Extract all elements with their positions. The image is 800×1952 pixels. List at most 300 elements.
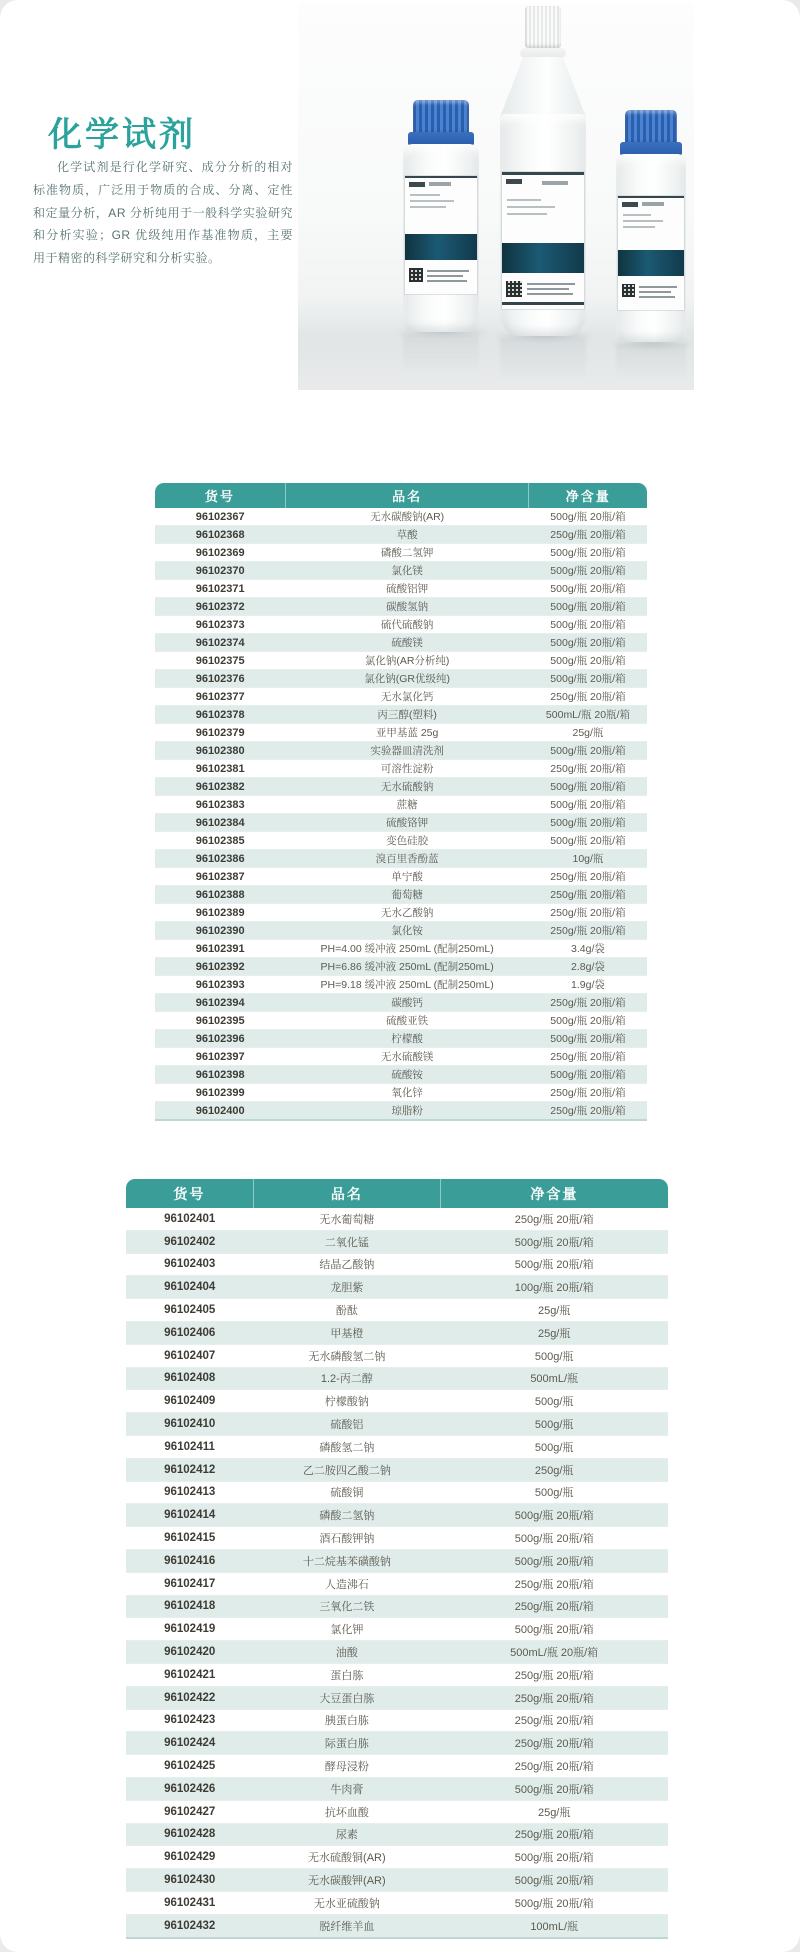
item-netcontent: 500g/瓶 20瓶/箱	[514, 1624, 594, 1637]
item-name: 琼脂粉	[391, 1105, 423, 1117]
column-header-code: 货号	[126, 1179, 253, 1208]
label-dark-panel	[618, 250, 684, 276]
item-netcontent: 250g/瓶 20瓶/箱	[550, 997, 626, 1009]
item-code: 96102401	[164, 1212, 216, 1225]
item-name: PH=9.18 缓冲液 250mL (配制250mL)	[320, 979, 494, 991]
item-netcontent: 3.4g/袋	[571, 943, 605, 955]
item-name: 草酸	[396, 529, 418, 541]
item-netcontent: 250g/瓶 20瓶/箱	[550, 1087, 626, 1099]
table-row	[155, 994, 647, 1012]
item-netcontent: 500g/瓶 20瓶/箱	[514, 1852, 594, 1865]
item-name: 硫酸铵	[391, 1069, 423, 1081]
item-code: 96102382	[195, 780, 245, 793]
item-netcontent: 500g/瓶 20瓶/箱	[514, 1533, 594, 1546]
column-header-netcontent: 净含量	[529, 483, 647, 508]
item-code: 96102383	[195, 798, 245, 811]
item-netcontent: 500g/瓶 20瓶/箱	[514, 1236, 594, 1249]
item-code: 96102422	[164, 1691, 216, 1704]
item-netcontent: 500g/瓶 20瓶/箱	[550, 799, 626, 811]
item-code: 96102399	[195, 1086, 245, 1099]
column-header-name: 品名	[285, 483, 529, 508]
item-netcontent: 250g/瓶 20瓶/箱	[514, 1669, 594, 1682]
item-name: 磷酸二氢钾	[380, 547, 434, 559]
item-code: 96102425	[164, 1760, 216, 1773]
item-code: 96102413	[164, 1486, 216, 1499]
item-netcontent: 500g/瓶 20瓶/箱	[514, 1555, 594, 1568]
item-code: 96102428	[164, 1828, 216, 1841]
item-netcontent: 500g/瓶 20瓶/箱	[514, 1259, 594, 1272]
table-header-row	[126, 1179, 668, 1208]
item-code: 96102367	[195, 510, 245, 523]
bottle-reflection	[403, 334, 479, 378]
item-name: 蔗糖	[396, 799, 418, 811]
item-code: 96102378	[195, 708, 245, 721]
table-row	[126, 1367, 668, 1390]
item-netcontent: 500g/瓶	[534, 1487, 574, 1500]
item-netcontent: 500g/瓶 20瓶/箱	[514, 1897, 594, 1910]
table-row	[126, 1891, 668, 1914]
item-code: 96102403	[164, 1258, 216, 1271]
qr-code	[506, 281, 522, 297]
table-row	[126, 1458, 668, 1481]
item-netcontent: 250g/瓶 20瓶/箱	[514, 1761, 594, 1774]
item-code: 96102371	[195, 582, 245, 595]
column-header-code: 货号	[155, 483, 285, 508]
label-address-line	[427, 280, 467, 282]
item-code: 96102431	[164, 1896, 216, 1909]
item-code: 96102416	[164, 1554, 216, 1567]
table-row	[126, 1663, 668, 1686]
reagent-bottle-right-label	[618, 196, 684, 310]
qr-code	[622, 284, 635, 297]
item-netcontent: 250g/瓶 20瓶/箱	[550, 1105, 626, 1117]
product-photo	[298, 4, 694, 390]
table-row	[126, 1595, 668, 1618]
item-name: 氧化锌	[391, 1087, 423, 1099]
item-name: 结晶乙酸钠	[319, 1259, 375, 1272]
item-name: 人造沸石	[324, 1578, 369, 1591]
item-name: 酚酞	[335, 1305, 358, 1318]
item-name: 酒石酸钾钠	[319, 1533, 375, 1546]
table-row	[155, 796, 647, 814]
item-code: 96102381	[195, 762, 245, 775]
item-netcontent: 250g/瓶 20瓶/箱	[550, 1051, 626, 1063]
item-name: 硫酸铜	[330, 1487, 364, 1500]
table-row	[126, 1481, 668, 1504]
bottle-reflection	[616, 344, 686, 384]
table-row	[126, 1504, 668, 1527]
item-code: 96102395	[195, 1014, 245, 1027]
table-row	[126, 1413, 668, 1436]
table-row	[126, 1549, 668, 1572]
item-netcontent: 250g/瓶 20瓶/箱	[550, 871, 626, 883]
item-name: 硫酸铬钾	[386, 817, 429, 829]
reagent-bottle-middle-cap	[525, 6, 561, 48]
table-row	[126, 1709, 668, 1732]
item-netcontent: 25g/瓶	[537, 1327, 571, 1340]
table-row	[155, 544, 647, 562]
item-code: 96102426	[164, 1782, 216, 1795]
item-netcontent: 25g/瓶	[537, 1806, 571, 1819]
label-address-line	[639, 286, 677, 288]
item-name: 脱纤维羊血	[319, 1920, 375, 1933]
item-netcontent: 25g/瓶	[572, 727, 604, 739]
item-netcontent: 500g/瓶 20瓶/箱	[550, 619, 626, 631]
item-name: 氯化钠(AR分析纯)	[364, 655, 450, 667]
item-code: 96102397	[195, 1050, 245, 1063]
item-name: 碳酸钙	[391, 997, 423, 1009]
item-netcontent: 250g/瓶 20瓶/箱	[550, 529, 626, 541]
label-dark-panel	[502, 243, 584, 273]
item-netcontent: 250g/瓶 20瓶/箱	[550, 763, 626, 775]
reagent-bottle-left-label	[405, 176, 477, 294]
item-name: 柠檬酸钠	[324, 1396, 369, 1409]
item-code: 96102402	[164, 1235, 216, 1248]
table-row	[126, 1390, 668, 1413]
item-netcontent: 500g/瓶 20瓶/箱	[550, 781, 626, 793]
label-address-line	[639, 296, 675, 298]
table-row	[155, 904, 647, 922]
item-code: 96102385	[195, 834, 245, 847]
table-row	[126, 1686, 668, 1709]
item-netcontent: 500g/瓶 20瓶/箱	[550, 745, 626, 757]
item-code: 96102372	[195, 600, 245, 613]
item-code: 96102405	[164, 1304, 216, 1317]
label-text-line	[410, 200, 454, 202]
table-row	[155, 562, 647, 580]
item-name: 无水碳酸钾(AR)	[308, 1875, 386, 1887]
item-name: 硫代硫酸钠	[380, 619, 434, 631]
item-netcontent: 500g/瓶	[534, 1350, 574, 1363]
item-netcontent: 250g/瓶 20瓶/箱	[550, 907, 626, 919]
item-netcontent: 500g/瓶 20瓶/箱	[550, 583, 626, 595]
item-name: 氯化镁	[391, 565, 423, 577]
item-name: 溴百里香酚蓝	[375, 853, 439, 865]
item-name: 葡萄糖	[391, 889, 423, 901]
label-text-line	[410, 206, 446, 208]
item-code: 96102369	[195, 546, 245, 559]
item-code: 96102420	[164, 1646, 216, 1659]
item-netcontent: 500g/瓶 20瓶/箱	[514, 1783, 594, 1796]
item-netcontent: 500g/瓶	[534, 1396, 574, 1409]
label-bottom-band	[502, 302, 584, 305]
table-row	[155, 1102, 647, 1121]
item-netcontent: 250g/瓶 20瓶/箱	[514, 1829, 594, 1842]
item-code: 96102430	[164, 1874, 216, 1886]
item-netcontent: 500g/瓶 20瓶/箱	[550, 601, 626, 613]
item-code: 96102390	[195, 924, 245, 937]
column-header-netcontent: 净含量	[440, 1179, 668, 1208]
item-name: 乙二胺四乙酸二钠	[302, 1464, 391, 1477]
item-name: 龙胆紫	[330, 1282, 364, 1295]
item-name: 甲基橙	[330, 1327, 364, 1340]
item-netcontent: 500g/瓶 20瓶/箱	[514, 1875, 594, 1887]
item-code: 96102415	[164, 1532, 216, 1545]
item-code: 96102414	[164, 1509, 216, 1522]
item-netcontent: 500mL/瓶 20瓶/箱	[545, 709, 630, 721]
item-netcontent: 500g/瓶 20瓶/箱	[550, 1069, 626, 1081]
reagent-bottle-middle-shoulder	[500, 57, 586, 117]
item-netcontent: 250g/瓶 20瓶/箱	[514, 1601, 594, 1614]
label-brand-text	[542, 181, 568, 185]
label-brand-text	[642, 202, 664, 206]
item-code: 96102429	[164, 1851, 216, 1864]
table-row	[126, 1527, 668, 1550]
item-name: 无水乙酸钠	[380, 907, 434, 919]
item-code: 96102389	[195, 906, 245, 919]
label-text-line	[507, 199, 541, 201]
item-code: 96102380	[195, 744, 245, 757]
label-address-line	[639, 291, 671, 293]
item-netcontent: 500g/瓶 20瓶/箱	[550, 637, 626, 649]
table-row	[155, 814, 647, 832]
item-name: 酵母浸粉	[324, 1761, 369, 1774]
item-name: 氯化钾	[330, 1624, 364, 1637]
item-netcontent: 100g/瓶 20瓶/箱	[514, 1282, 594, 1295]
table-row	[126, 1208, 668, 1230]
item-code: 96102368	[195, 528, 245, 541]
item-code: 96102392	[195, 960, 245, 973]
label-text-line	[507, 206, 555, 208]
item-code: 96102384	[195, 816, 245, 829]
item-netcontent: 500g/瓶 20瓶/箱	[550, 1033, 626, 1045]
item-name: 际蛋白胨	[324, 1738, 369, 1751]
item-name: PH=4.00 缓冲液 250mL (配制250mL)	[320, 943, 494, 955]
table-row	[155, 1048, 647, 1066]
item-code: 96102391	[195, 942, 245, 955]
table-row	[155, 1030, 647, 1048]
table-row	[155, 760, 647, 778]
item-code: 96102423	[164, 1714, 216, 1727]
table-row	[155, 832, 647, 850]
table-row	[126, 1344, 668, 1367]
item-name: 无水亚硫酸钠	[313, 1897, 380, 1910]
item-name: 可溶性淀粉	[380, 763, 434, 775]
item-name: 变色硅胶	[386, 835, 429, 847]
item-code: 96102412	[164, 1463, 216, 1476]
table-row	[155, 580, 647, 598]
item-name: 尿素	[335, 1829, 358, 1842]
page-title: 化学试剂	[48, 115, 196, 154]
table-row	[126, 1618, 668, 1641]
table-row	[155, 922, 647, 940]
item-name: 无水葡萄糖	[319, 1213, 375, 1226]
item-netcontent: 250g/瓶 20瓶/箱	[514, 1692, 594, 1705]
reagent-bottle-left-cap	[413, 100, 469, 136]
table-row	[155, 526, 647, 544]
item-code: 96102374	[195, 636, 245, 649]
item-name: 硫酸亚铁	[386, 1015, 429, 1027]
table-row	[126, 1800, 668, 1823]
item-netcontent: 500g/瓶 20瓶/箱	[550, 565, 626, 577]
label-text-line	[623, 220, 663, 222]
label-dark-panel	[405, 234, 477, 260]
item-netcontent: 250g/瓶 20瓶/箱	[514, 1578, 594, 1591]
item-name: 氯化铵	[391, 925, 423, 937]
table-row	[155, 508, 647, 526]
label-brand-mark	[622, 202, 638, 207]
label-address-line	[427, 275, 463, 277]
table-row	[155, 724, 647, 742]
table-row	[126, 1276, 668, 1299]
catalog-table-2	[126, 1179, 668, 1939]
item-code: 96102396	[195, 1032, 245, 1045]
reagent-bottle-right-cap	[625, 110, 677, 146]
item-netcontent: 250g/瓶	[534, 1464, 574, 1477]
item-netcontent: 500g/瓶 20瓶/箱	[550, 1015, 626, 1027]
item-name: 胰蛋白胨	[324, 1715, 369, 1728]
item-name: 三氧化二铁	[319, 1601, 375, 1614]
label-address-line	[527, 283, 575, 285]
item-name: 无水氯化钙	[380, 691, 434, 703]
table-row	[155, 976, 647, 994]
table-row	[155, 670, 647, 688]
item-name: 牛肉膏	[330, 1783, 364, 1796]
item-netcontent: 500g/瓶 20瓶/箱	[550, 673, 626, 685]
item-code: 96102377	[195, 690, 245, 703]
label-brand-mark	[409, 182, 425, 187]
table-row	[155, 850, 647, 868]
item-name: PH=6.86 缓冲液 250mL (配制250mL)	[320, 961, 494, 973]
item-code: 96102386	[195, 852, 245, 865]
table-row	[155, 688, 647, 706]
item-netcontent: 500g/瓶 20瓶/箱	[550, 547, 626, 559]
table-row	[155, 742, 647, 760]
item-code: 96102418	[164, 1600, 216, 1613]
table-row	[155, 940, 647, 958]
item-netcontent: 500g/瓶 20瓶/箱	[550, 511, 626, 523]
item-name: 硫酸铝	[330, 1419, 364, 1432]
item-netcontent: 100mL/瓶	[530, 1920, 579, 1933]
item-code: 96102407	[164, 1349, 216, 1362]
item-netcontent: 500g/瓶 20瓶/箱	[550, 817, 626, 829]
item-name: 蛋白胨	[330, 1669, 364, 1682]
item-name: 油酸	[335, 1647, 358, 1660]
item-name: 无水硫酸镁	[380, 1051, 434, 1063]
label-brand-text	[429, 182, 451, 186]
table-row	[126, 1435, 668, 1458]
table-row	[126, 1914, 668, 1937]
qr-code	[409, 268, 423, 282]
item-name: 磷酸二氢钠	[319, 1510, 375, 1523]
table-row	[126, 1732, 668, 1755]
item-netcontent: 2.8g/袋	[571, 961, 605, 973]
item-name: 亚甲基蓝 25g	[375, 727, 439, 739]
table-row	[155, 706, 647, 724]
item-netcontent: 10g/瓶	[572, 853, 604, 865]
item-name: 无水硫酸铜(AR)	[308, 1852, 386, 1865]
item-code: 96102388	[195, 888, 245, 901]
table-row	[126, 1869, 668, 1892]
item-name: 无水硫酸钠	[380, 781, 434, 793]
catalog-table-1	[155, 483, 647, 1121]
item-name: 柠檬酸	[391, 1033, 423, 1045]
item-netcontent: 250g/瓶 20瓶/箱	[514, 1738, 594, 1751]
item-code: 96102424	[164, 1737, 216, 1750]
item-name: 无水磷酸氢二钠	[308, 1350, 386, 1363]
item-name: 抗坏血酸	[324, 1806, 369, 1819]
item-code: 96102410	[164, 1418, 216, 1431]
item-name: 二氧化锰	[324, 1236, 369, 1249]
item-code: 96102370	[195, 564, 245, 577]
item-netcontent: 500g/瓶	[534, 1441, 574, 1454]
table-row	[126, 1846, 668, 1869]
item-code: 96102373	[195, 618, 245, 631]
label-address-line	[527, 293, 573, 295]
item-name: 单宁酸	[391, 871, 423, 883]
item-name: 无水碳酸钠(AR)	[370, 511, 445, 523]
item-netcontent: 500g/瓶	[534, 1419, 574, 1432]
table-row	[126, 1823, 668, 1846]
item-code: 96102411	[164, 1440, 215, 1453]
item-name: 实验器皿清洗剂	[370, 745, 444, 757]
item-code: 96102409	[164, 1395, 216, 1408]
item-code: 96102421	[164, 1668, 216, 1681]
label-address-line	[527, 288, 569, 290]
table-row	[126, 1755, 668, 1778]
table-row	[126, 1299, 668, 1322]
table-row	[155, 634, 647, 652]
table-row	[155, 1012, 647, 1030]
table-row	[126, 1321, 668, 1344]
item-code: 96102408	[164, 1372, 216, 1385]
item-netcontent: 25g/瓶	[537, 1305, 571, 1318]
item-netcontent: 500g/瓶 20瓶/箱	[550, 835, 626, 847]
item-name: 氯化钠(GR优级纯)	[364, 673, 451, 685]
item-code: 96102432	[164, 1919, 216, 1932]
table-row	[155, 652, 647, 670]
item-code: 96102398	[195, 1068, 245, 1081]
item-netcontent: 250g/瓶 20瓶/箱	[550, 691, 626, 703]
item-netcontent: 500mL/瓶 20瓶/箱	[510, 1647, 599, 1660]
item-netcontent: 250g/瓶 20瓶/箱	[550, 889, 626, 901]
item-netcontent: 500mL/瓶	[530, 1373, 579, 1386]
item-code: 96102375	[195, 654, 245, 667]
item-code: 96102387	[195, 870, 245, 883]
label-address-line	[427, 270, 469, 272]
table-row	[126, 1777, 668, 1800]
item-code: 96102376	[195, 672, 245, 685]
label-brand-mark	[506, 179, 522, 184]
item-code: 96102417	[164, 1577, 216, 1590]
item-code: 96102394	[195, 996, 245, 1009]
item-code: 96102427	[164, 1805, 216, 1818]
item-name: 1.2-丙二醇	[320, 1373, 373, 1386]
item-netcontent: 250g/瓶 20瓶/箱	[514, 1715, 594, 1728]
table-row	[155, 1084, 647, 1102]
table-row	[155, 616, 647, 634]
item-name: 丙三醇(塑料)	[377, 709, 437, 721]
table-row	[126, 1230, 668, 1253]
item-name: 硫酸镁	[391, 637, 423, 649]
bottle-reflection	[500, 338, 586, 386]
item-netcontent: 500g/瓶 20瓶/箱	[550, 655, 626, 667]
table-row	[126, 1641, 668, 1664]
item-netcontent: 1.9g/袋	[571, 979, 605, 991]
label-text-line	[410, 194, 440, 196]
table-row	[155, 868, 647, 886]
table-row	[155, 1066, 647, 1084]
column-header-name: 品名	[253, 1179, 440, 1208]
item-name: 磷酸氢二钠	[319, 1441, 375, 1454]
table-header-row	[155, 483, 647, 508]
item-code: 96102393	[195, 978, 245, 991]
item-code: 96102379	[195, 726, 245, 739]
item-name: 大豆蛋白胨	[319, 1692, 375, 1705]
item-netcontent: 500g/瓶 20瓶/箱	[514, 1510, 594, 1523]
intro-paragraph: 化学试剂是行化学研究、成分分析的相对标准物质，广泛用于物质的合成、分离、定性和定量分析，AR 分析纯用于一般科学实验研究和分析实验；GR 优级纯用作基准物质，主要用于精密的科学研究和分析实验。	[33, 160, 293, 266]
table-row	[155, 886, 647, 904]
